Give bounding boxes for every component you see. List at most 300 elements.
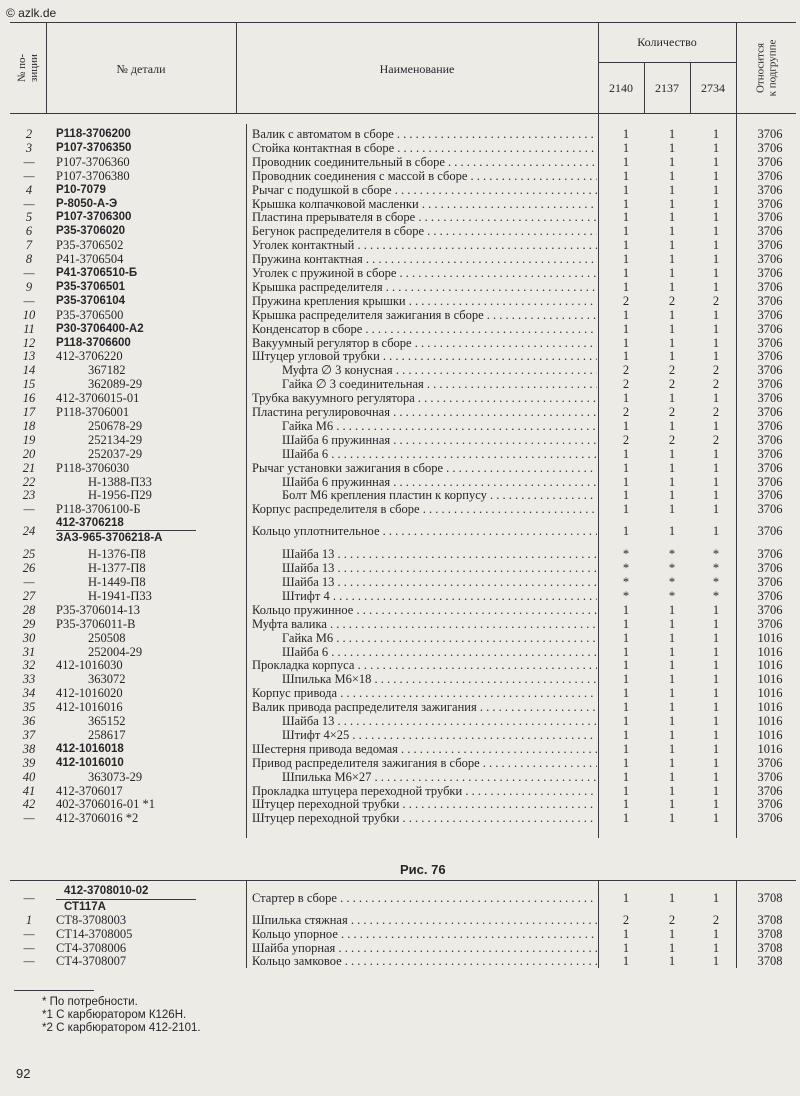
part-name-text: Муфта валика . . . <box>252 617 597 631</box>
part-number: 252037-29 <box>88 446 143 461</box>
subgroup: 3706 <box>757 418 783 433</box>
table-row <box>0 391 800 405</box>
table-row <box>0 252 800 266</box>
part-number: 367182 <box>88 363 126 378</box>
qty-2137: 1 <box>668 196 676 211</box>
subgroup: 1016 <box>757 714 783 728</box>
position-number: 18 <box>22 418 36 433</box>
table-row <box>0 941 800 955</box>
qty-2140: 1 <box>622 446 630 461</box>
subgroup: 1016 <box>757 727 783 742</box>
part-number: 252004-29 <box>88 644 143 659</box>
part-number: Р107-3706380 <box>56 168 130 183</box>
qty-2137: 1 <box>668 182 676 197</box>
position-number: — <box>23 293 35 308</box>
subgroup: 3706 <box>757 377 783 392</box>
table-row <box>0 155 800 169</box>
footnote: *2 С карбюратором 412-2101. <box>42 1022 201 1034</box>
part-number: 412-1016020 <box>56 686 123 701</box>
qty-2140: 2 <box>622 363 630 378</box>
qty-2137: 1 <box>668 811 676 826</box>
part-name-text: Кольцо пружинное . . . <box>252 603 597 617</box>
qty-2137: * <box>668 575 676 589</box>
qty-2140: 1 <box>622 307 630 322</box>
position-number: — <box>23 891 35 905</box>
qty-2137: 1 <box>668 891 676 905</box>
part-number: 412-3706218 <box>56 517 124 530</box>
qty-2734: 2 <box>712 363 720 378</box>
subgroup: 3706 <box>757 363 783 378</box>
subgroup: 1016 <box>757 672 783 687</box>
subgroup: 3706 <box>757 182 783 197</box>
table-row <box>0 349 800 363</box>
qty-2140: 1 <box>622 524 630 539</box>
qty-2137: 1 <box>668 460 676 475</box>
part-name <box>282 377 597 391</box>
qty-2734: 1 <box>712 307 720 322</box>
part-name <box>252 294 597 308</box>
part-name <box>282 433 597 447</box>
part-name-text: Валик с автоматом в сборе . . . <box>252 127 597 141</box>
part-number: Р118-3706200 <box>56 128 131 140</box>
subgroup: 3706 <box>757 154 783 169</box>
subgroup: 3706 <box>757 252 783 267</box>
part-number: Р35-3706011-В <box>56 616 136 631</box>
part-number: 412-3706220 <box>56 349 123 364</box>
qty-2734: 1 <box>712 524 720 539</box>
subgroup: 3708 <box>757 913 783 927</box>
qty-2140: * <box>622 561 630 576</box>
position-number: 20 <box>22 446 36 461</box>
position-number: 32 <box>22 658 36 673</box>
table-row <box>0 266 800 280</box>
part-number: Р35-3706501 <box>56 280 126 293</box>
part-name-text: Крышка колпачковой масленки . . . <box>252 197 597 211</box>
table-row <box>0 954 800 968</box>
qty-2140: 1 <box>622 940 630 955</box>
qty-2734: 1 <box>712 891 720 905</box>
part-name <box>252 252 597 266</box>
position-number: 22 <box>22 474 36 489</box>
table-row <box>0 913 800 927</box>
qty-2140: 1 <box>622 127 630 141</box>
qty-2140: 1 <box>622 658 630 673</box>
qty-2734: 1 <box>712 502 720 517</box>
qty-2140: 1 <box>622 182 630 197</box>
part-name <box>252 913 597 927</box>
part-number: Р35-3706104 <box>56 294 126 307</box>
position-number: 17 <box>22 405 36 419</box>
subgroup: 3706 <box>757 224 783 239</box>
qty-2137: 1 <box>668 954 676 969</box>
qty-2734: 1 <box>712 755 720 770</box>
subgroup: 3706 <box>757 460 783 475</box>
part-number: 412-3706015-01 <box>56 391 140 406</box>
part-number: Р118-3706100-Б <box>56 502 141 517</box>
table-row <box>0 322 800 336</box>
subgroup: 3706 <box>757 432 783 447</box>
qty-2140: 1 <box>622 196 630 211</box>
position-number: 15 <box>22 377 36 392</box>
subgroup: 3706 <box>757 307 783 322</box>
position-number: — <box>23 575 35 589</box>
part-number: Р35-3706014-13 <box>56 602 141 617</box>
position-number: 42 <box>22 797 36 812</box>
part-name-text: Штуцер переходной трубки . . . <box>252 811 597 825</box>
table-row <box>0 603 800 617</box>
qty-2137: 1 <box>668 700 676 715</box>
table-row <box>0 575 800 589</box>
position-number: — <box>23 196 35 211</box>
position-number: 3 <box>25 140 33 155</box>
table-row <box>0 524 800 538</box>
part-name-text: Шпилька М6×18 . . . <box>282 672 597 686</box>
part-name <box>252 941 597 955</box>
part-name <box>282 363 597 377</box>
qty-2137: 2 <box>668 432 676 447</box>
position-number: 12 <box>22 335 36 350</box>
qty-2137: 2 <box>668 913 676 927</box>
qty-2140: 1 <box>622 391 630 406</box>
part-number: 412-3706016 *2 <box>56 811 139 826</box>
part-name-text: Шайба 13 . . . <box>282 575 597 589</box>
qty-2140: 1 <box>622 502 630 517</box>
part-name <box>252 742 597 756</box>
position-number: 8 <box>25 252 33 267</box>
position-number: 34 <box>22 686 36 701</box>
table-row <box>0 811 800 825</box>
qty-2137: 1 <box>668 602 676 617</box>
table-row <box>0 308 800 322</box>
qty-2137: 1 <box>668 741 676 756</box>
part-name <box>252 336 597 350</box>
qty-2140: 1 <box>622 602 630 617</box>
table-row <box>0 238 800 252</box>
qty-2734: 1 <box>712 335 720 350</box>
position-number: 9 <box>25 279 33 294</box>
subgroup: 3706 <box>757 279 783 294</box>
position-number: 19 <box>22 432 36 447</box>
part-number: 362089-29 <box>88 377 143 392</box>
qty-2137: 1 <box>668 168 676 183</box>
part-number: Р107-3706350 <box>56 141 132 154</box>
part-name-text: Болт М6 крепления пластин к корпусу . . . <box>282 488 597 502</box>
table-row <box>0 461 800 475</box>
subgroup: 3708 <box>757 954 783 969</box>
qty-2140: 1 <box>622 811 630 826</box>
page-number: 92 <box>16 1066 31 1081</box>
part-number: 363073-29 <box>88 769 143 784</box>
qty-2734: 1 <box>712 418 720 433</box>
part-number: СТ4-3708006 <box>56 940 127 955</box>
subgroup: 3706 <box>757 196 783 211</box>
qty-2137: 1 <box>668 524 676 539</box>
part-name-text: Трубка вакуумного регулятора . . . <box>252 391 597 405</box>
qty-2734: 1 <box>712 797 720 812</box>
subgroup: 3706 <box>757 811 783 826</box>
qty-2137: 2 <box>668 363 676 378</box>
table-row <box>0 658 800 672</box>
qty-2734: 1 <box>712 196 720 211</box>
part-number: 412-1016030 <box>56 658 123 673</box>
part-name-text: Пластина регулировочная . . . <box>252 405 597 419</box>
part-name-text: Прокладка корпуса . . . <box>252 658 597 672</box>
qty-2137: 1 <box>668 391 676 406</box>
table-row <box>0 714 800 728</box>
qty-2137: 1 <box>668 127 676 141</box>
subgroup: 3706 <box>757 502 783 517</box>
part-name-text: Шестерня привода ведомая . . . <box>252 742 597 756</box>
part-number: Р118-3706001 <box>56 405 130 419</box>
table-row <box>0 927 800 941</box>
table-row <box>0 631 800 645</box>
part-name <box>282 447 597 461</box>
subgroup: 3706 <box>757 547 783 562</box>
part-number: Р41-3706504 <box>56 252 124 267</box>
part-number: 365152 <box>88 714 126 728</box>
table-row <box>0 742 800 756</box>
subgroup: 3706 <box>757 293 783 308</box>
part-name-text: Шайба 6 пружинная . . . <box>282 433 597 447</box>
qty-2734: 1 <box>712 488 720 503</box>
position-number: 6 <box>25 224 33 239</box>
table-row <box>0 447 800 461</box>
qty-2140: 1 <box>622 488 630 503</box>
part-number: Р118-3706600 <box>56 336 131 349</box>
part-number: 250508 <box>88 630 126 645</box>
table-row <box>0 405 800 419</box>
part-name-text: Крышка распределителя зажигания в сборе . . . <box>252 308 597 322</box>
qty-2140: 1 <box>622 616 630 631</box>
table-row <box>0 127 800 141</box>
part-name-text: Пластина прерывателя в сборе . . . <box>252 210 597 224</box>
position-number: 25 <box>22 547 36 562</box>
qty-2140: 1 <box>622 238 630 253</box>
qty-2137: * <box>668 561 676 576</box>
table-row <box>0 224 800 238</box>
part-name <box>282 561 597 575</box>
qty-2137: 1 <box>668 644 676 659</box>
qty-2734: 1 <box>712 266 720 280</box>
part-name <box>252 141 597 155</box>
part-number: Р10-7079 <box>56 183 106 196</box>
position-number: 30 <box>22 630 36 645</box>
qty-2137: 2 <box>668 293 676 308</box>
qty-2734: 2 <box>712 293 720 308</box>
part-name <box>282 575 597 589</box>
part-number: 252134-29 <box>88 432 143 447</box>
qty-2734: 1 <box>712 602 720 617</box>
position-number: 28 <box>22 602 36 617</box>
part-name <box>252 603 597 617</box>
qty-2734: 1 <box>712 140 720 155</box>
part-name-text: Гайка М6 . . . <box>282 419 597 433</box>
subgroup: 3706 <box>757 391 783 406</box>
qty-2137: 1 <box>668 418 676 433</box>
table-row <box>0 686 800 700</box>
part-name-text: Шпилька стяжная . . . <box>252 913 597 927</box>
table-row <box>0 141 800 155</box>
part-name-text: Крышка распределителя . . . <box>252 280 597 294</box>
part-name-text: Шайба 13 . . . <box>282 561 597 575</box>
qty-2137: 1 <box>668 446 676 461</box>
qty-2140: 1 <box>622 349 630 364</box>
part-number: ЗАЗ-965-3706218-А <box>56 532 163 545</box>
qty-2140: 1 <box>622 460 630 475</box>
qty-2137: 1 <box>668 238 676 253</box>
qty-2137: 1 <box>668 714 676 728</box>
table-row <box>0 280 800 294</box>
qty-2140: 1 <box>622 266 630 280</box>
part-name <box>252 524 597 538</box>
position-number: 5 <box>25 210 33 225</box>
position-number: 41 <box>22 783 36 798</box>
header-name: Наименование <box>379 62 455 76</box>
figure-caption: Рис. 76 <box>400 862 446 877</box>
position-number: — <box>23 266 35 280</box>
position-number: 16 <box>22 391 36 406</box>
qty-2140: 1 <box>622 926 630 941</box>
part-name-text: Рычаг с подушкой в сборе . . . <box>252 183 597 197</box>
qty-2734: 1 <box>712 940 720 955</box>
subgroup: 3708 <box>757 926 783 941</box>
qty-2140: 1 <box>622 672 630 687</box>
qty-2734: 1 <box>712 616 720 631</box>
table-row <box>0 672 800 686</box>
qty-2140: 1 <box>622 224 630 239</box>
subgroup: 1016 <box>757 700 783 715</box>
subgroup: 1016 <box>757 686 783 701</box>
part-name-text: Уголек с пружиной в сборе . . . <box>252 266 597 280</box>
qty-2734: 1 <box>712 279 720 294</box>
qty-2140: 1 <box>622 700 630 715</box>
qty-2137: 1 <box>668 252 676 267</box>
qty-2734: 1 <box>712 210 720 225</box>
qty-2734: 2 <box>712 432 720 447</box>
part-name-text: Корпус распределителя в сборе . . . <box>252 502 597 516</box>
qty-2137: 1 <box>668 727 676 742</box>
part-number: СТ4-3708007 <box>56 954 127 969</box>
qty-2734: 1 <box>712 474 720 489</box>
part-name-text: Шайба 6 . . . <box>282 447 597 461</box>
qty-2140: 1 <box>622 252 630 267</box>
part-name-text: Вакуумный регулятор в сборе . . . <box>252 336 597 350</box>
qty-2140: * <box>622 575 630 589</box>
qty-2140: 1 <box>622 279 630 294</box>
header-qty-2140: 2140 <box>609 81 633 95</box>
qty-2734: 1 <box>712 644 720 659</box>
qty-2137: 1 <box>668 658 676 673</box>
subgroup: 3706 <box>757 168 783 183</box>
qty-2140: 1 <box>622 474 630 489</box>
position-number: 21 <box>22 460 36 475</box>
subgroup: 1016 <box>757 658 783 673</box>
qty-2140: 1 <box>622 418 630 433</box>
position-number: 26 <box>22 561 36 576</box>
qty-2140: 2 <box>622 377 630 392</box>
qty-2734: 1 <box>712 391 720 406</box>
part-name-text: Гайка ∅ 3 соединительная . . . <box>282 377 597 391</box>
part-number: Р107-3706300 <box>56 211 132 224</box>
part-name-text: Гайка М6 . . . <box>282 631 597 645</box>
qty-2137: 1 <box>668 154 676 169</box>
qty-2137: 1 <box>668 321 676 336</box>
part-name-text: Стартер в сборе . . . <box>252 891 597 905</box>
part-number: Р30-3706400-А2 <box>56 322 144 335</box>
subgroup: 3706 <box>757 602 783 617</box>
qty-2734: 1 <box>712 769 720 784</box>
subgroup: 3706 <box>757 321 783 336</box>
part-name-text: Штифт 4 . . . <box>282 589 597 603</box>
part-number: Р107-3706360 <box>56 154 130 169</box>
part-number: 412-3708010-02 <box>64 885 149 897</box>
subgroup: 3706 <box>757 755 783 770</box>
part-number: 412-1016018 <box>56 742 124 755</box>
qty-2734: 1 <box>712 686 720 701</box>
qty-2140: 1 <box>622 891 630 905</box>
part-name <box>252 461 597 475</box>
qty-2734: 1 <box>712 321 720 336</box>
qty-2140: 2 <box>622 913 630 927</box>
part-name <box>282 728 597 742</box>
part-name <box>252 927 597 941</box>
table-row <box>0 617 800 631</box>
position-number: 4 <box>25 182 33 197</box>
qty-2140: 2 <box>622 293 630 308</box>
qty-2140: 1 <box>622 741 630 756</box>
part-number: СТ117А <box>64 901 106 913</box>
table-row <box>0 756 800 770</box>
qty-2734: * <box>712 575 720 589</box>
qty-2734: 1 <box>712 224 720 239</box>
qty-2734: 1 <box>712 182 720 197</box>
qty-2734: 1 <box>712 783 720 798</box>
table-row <box>0 336 800 350</box>
part-name <box>252 322 597 336</box>
part-name-text: Шайба 6 . . . <box>282 645 597 659</box>
table-row <box>0 197 800 211</box>
table-row <box>0 700 800 714</box>
table-row <box>0 502 800 516</box>
part-name-text: Проводник соединения с массой в сборе . . . <box>252 169 597 183</box>
qty-2140: 1 <box>622 769 630 784</box>
qty-2734: 1 <box>712 811 720 826</box>
qty-2140: 1 <box>622 210 630 225</box>
qty-2140: 1 <box>622 755 630 770</box>
table-row <box>0 561 800 575</box>
part-name <box>252 658 597 672</box>
subgroup: 3706 <box>757 405 783 419</box>
position-number: 7 <box>25 238 33 253</box>
part-name <box>252 954 597 968</box>
header-subgroup: Относится к подгруппе <box>753 39 778 96</box>
qty-2734: 1 <box>712 700 720 715</box>
qty-2140: 1 <box>622 154 630 169</box>
qty-2137: 1 <box>668 335 676 350</box>
part-name <box>252 617 597 631</box>
position-number: 35 <box>22 700 36 715</box>
part-number: 250678-29 <box>88 418 143 433</box>
position-number: 24 <box>22 524 36 539</box>
qty-2137: 1 <box>668 279 676 294</box>
position-number: 27 <box>22 588 36 603</box>
part-name <box>252 169 597 183</box>
subgroup: 3706 <box>757 575 783 589</box>
qty-2137: 1 <box>668 224 676 239</box>
part-name-text: Проводник соединительный в сборе . . . <box>252 155 597 169</box>
qty-2137: 1 <box>668 755 676 770</box>
qty-2140: 2 <box>622 432 630 447</box>
